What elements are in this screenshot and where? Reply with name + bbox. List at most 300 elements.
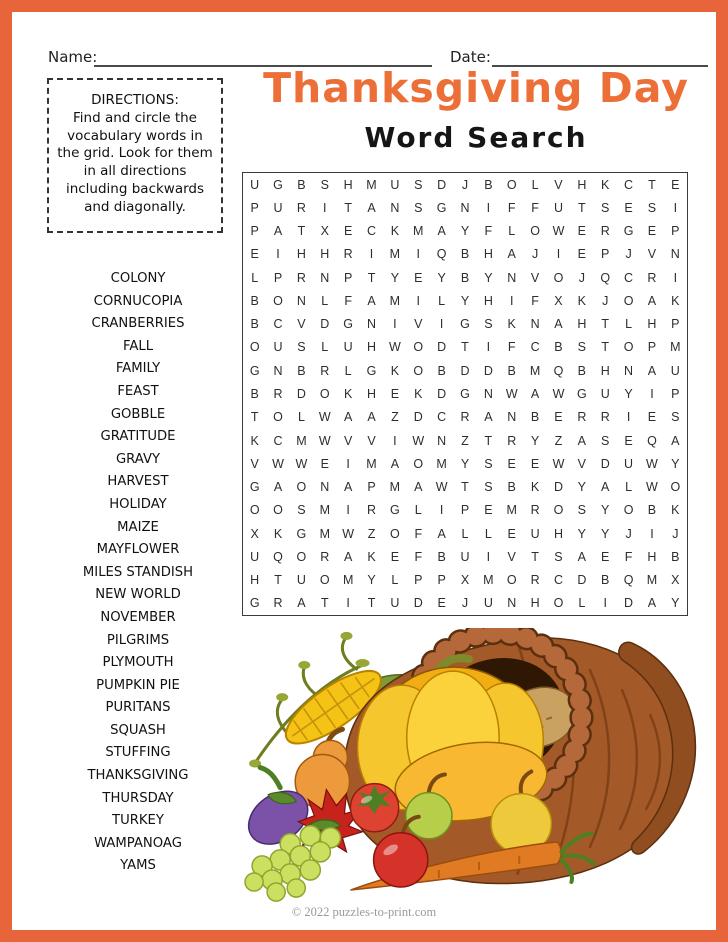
grid-cell: B (250, 386, 259, 401)
grid-cell: U (670, 363, 680, 378)
grid-cell: E (414, 270, 423, 285)
grid-cell: L (578, 596, 586, 611)
grid-cell: M (483, 573, 494, 588)
grid-cell: C (553, 573, 563, 588)
grid-cell: I (416, 247, 420, 262)
grid-cell: B (250, 293, 259, 308)
grid-cell: D (296, 386, 306, 401)
grid-cell: V (507, 549, 516, 564)
grid-cell: T (461, 480, 469, 495)
grid-cell: E (577, 247, 586, 262)
grid-cell: N (670, 247, 680, 262)
tomato (350, 784, 398, 832)
grid-cell: T (367, 270, 376, 285)
grid-cell: A (437, 224, 446, 239)
grid-cell: L (391, 573, 399, 588)
grid-cell: G (249, 596, 260, 611)
grid-cell: K (367, 549, 376, 564)
grid-cell: V (554, 177, 563, 192)
grid-cell: C (273, 433, 283, 448)
grid-cell: Q (647, 433, 657, 448)
grid-cell: H (600, 363, 610, 378)
grid-cell: G (249, 480, 260, 495)
grid-cell: S (297, 340, 306, 355)
grid-cell: W (295, 456, 308, 471)
grid-cell: N (390, 200, 400, 215)
word-item: GRAVY (115, 451, 161, 467)
grid-cell: U (390, 596, 400, 611)
grid-cell: B (297, 363, 306, 378)
grid-cell: I (346, 456, 350, 471)
grid-cell: F (507, 200, 516, 215)
grid-cell: B (297, 177, 306, 192)
grid-cell: S (484, 456, 493, 471)
grid-cell: A (343, 410, 353, 425)
grid-cell: O (623, 340, 634, 355)
grid-cell: T (578, 200, 586, 215)
grid-cell: C (530, 340, 540, 355)
grid-cell: P (414, 573, 423, 588)
directions-heading: DIRECTIONS: (91, 92, 179, 108)
word-item: YAMS (120, 858, 156, 874)
grid-cell: O (553, 270, 564, 285)
grid-cell: E (507, 526, 516, 541)
grid-cell: I (673, 270, 678, 285)
grid-cell: U (460, 549, 470, 564)
grid-cell: X (671, 573, 680, 588)
grid-cell: P (460, 503, 470, 518)
grid-cell: E (390, 549, 400, 564)
grid-cell: T (484, 433, 493, 448)
word-item: FALL (122, 338, 154, 354)
title-block (240, 64, 712, 154)
grid-cell: M (366, 456, 377, 471)
grid-cell: P (647, 340, 657, 355)
grid-cell: S (601, 433, 610, 448)
grid-cell: V (414, 317, 423, 332)
grid-cell: Z (554, 433, 563, 448)
grid-cell: W (505, 386, 518, 401)
grid-cell: E (530, 456, 540, 471)
grid-cell: G (366, 363, 377, 378)
grid-cell: K (414, 386, 423, 401)
grid-cell: E (437, 596, 446, 611)
grid-cell: I (393, 317, 397, 332)
grid-cell: H (483, 293, 493, 308)
grid-cell: D (460, 363, 470, 378)
grid-cell: B (484, 177, 493, 192)
grid-cell: L (438, 293, 446, 308)
grid-cell: C (273, 317, 283, 332)
grid-cell: G (436, 200, 447, 215)
grid-cell: K (601, 177, 610, 192)
word-item: COLONY (110, 271, 166, 286)
grid-cell: G (249, 363, 260, 378)
grid-cell: J (625, 247, 632, 262)
grid-cell: Y (601, 526, 610, 541)
grid-cell: A (367, 293, 376, 308)
grid-cell: L (414, 503, 422, 518)
grid-cell: B (601, 573, 610, 588)
grid-cell: T (367, 596, 376, 611)
grid-cell: O (623, 293, 634, 308)
grid-cell: A (530, 386, 540, 401)
grid-cell: H (577, 177, 587, 192)
page-title: Thanksgiving Day (263, 64, 689, 112)
grid-cell: A (414, 480, 423, 495)
grid-cell: W (272, 456, 284, 471)
grid-cell: Y (460, 224, 470, 239)
grid-cell: H (647, 317, 657, 332)
grid-cell: P (671, 386, 680, 401)
grid-cell: Y (390, 270, 400, 285)
grid-cell: Q (273, 549, 283, 564)
grid-cell: B (647, 503, 657, 518)
grid-cell: H (530, 596, 540, 611)
grid-cell: Y (530, 433, 540, 448)
grid-cell: O (249, 340, 260, 355)
grid-cell: W (552, 386, 565, 401)
grid-cell: K (671, 503, 680, 518)
grid-cell: N (507, 410, 517, 425)
grid-cell: G (296, 526, 307, 541)
grid-cell: Y (460, 293, 470, 308)
grid-cell: D (483, 363, 493, 378)
grid-cell: P (437, 573, 446, 588)
grid-cell: C (367, 224, 377, 239)
grid-cell: P (367, 480, 376, 495)
grid-cell: L (484, 526, 492, 541)
grid-cell: B (460, 247, 470, 262)
grid-cell: J (578, 270, 585, 285)
grid-cell: G (460, 386, 470, 401)
grid-cell: N (273, 363, 283, 378)
grid-cell: G (576, 386, 587, 401)
grid-cell: M (506, 503, 517, 518)
grid-cell: C (624, 177, 634, 192)
grid-cell: K (577, 293, 586, 308)
grid-cell: R (460, 410, 470, 425)
directions-box (47, 78, 223, 233)
grid-cell: E (647, 224, 657, 239)
grid-cell: A (647, 596, 657, 611)
grid-cell: G (390, 503, 400, 518)
grid-cell: B (671, 549, 680, 564)
grid-cell: Y (484, 270, 493, 285)
grid-cell: R (577, 410, 587, 425)
grid-cell: E (343, 224, 353, 239)
grid-cell: F (414, 549, 423, 564)
grid-cell: E (554, 410, 563, 425)
grid-cell: K (671, 293, 680, 308)
grid-cell: I (486, 200, 491, 215)
grid-cell: Z (391, 410, 399, 425)
grid-cell: A (343, 480, 353, 495)
grid-cell: I (603, 596, 607, 611)
grid-cell: O (553, 596, 564, 611)
grid-cell: S (484, 480, 493, 495)
grid-cell: D (413, 596, 423, 611)
grid-cell: L (344, 363, 352, 378)
grid-cell: A (273, 224, 283, 239)
grid-cell: W (318, 410, 331, 425)
grid-cell: H (296, 247, 306, 262)
grid-cell: X (554, 293, 563, 308)
grid-cell: K (343, 386, 353, 401)
grid-cell: F (531, 293, 539, 308)
grid-cell: Q (623, 573, 634, 588)
grid-cell: O (273, 503, 283, 518)
grid-cell: O (249, 503, 260, 518)
grid-cell: M (389, 247, 401, 262)
grid-cell: T (250, 410, 259, 425)
grid-cell: E (390, 386, 400, 401)
grid-cell: G (343, 317, 354, 332)
grid-cell: A (577, 433, 586, 448)
grid-cell: I (439, 317, 444, 332)
grid-cell: O (319, 573, 330, 588)
grid-cell: Q (553, 363, 564, 378)
grid-cell: P (273, 270, 283, 285)
grid-cell: A (273, 480, 283, 495)
grid-cell: S (297, 503, 306, 518)
grid-cell: T (320, 596, 329, 611)
grid-cell: E (647, 410, 657, 425)
grid-cell: G (273, 177, 283, 192)
grid-cell: R (600, 410, 610, 425)
grid-cell: T (344, 200, 352, 215)
grid-cell: A (484, 410, 493, 425)
grid-cell: V (297, 317, 306, 332)
grid-cell: Y (577, 480, 586, 495)
grid-cell: H (320, 247, 330, 262)
grid-cell: Z (461, 433, 469, 448)
grid-cell: G (460, 317, 470, 332)
grid-cell: R (296, 270, 306, 285)
grid-cell: M (529, 363, 541, 378)
grid-cell: K (273, 526, 283, 541)
grid-cell: J (625, 526, 632, 541)
grid-cell: N (320, 270, 330, 285)
grid-cell: O (273, 293, 283, 308)
grid-cell: S (671, 410, 680, 425)
grid-cell: I (416, 293, 420, 308)
grid-cell: I (346, 596, 350, 611)
grid-cell: O (319, 386, 330, 401)
grid-cell: I (346, 503, 350, 518)
grid-cell: L (321, 293, 329, 308)
grid-cell: W (342, 526, 355, 541)
grid-cell: Y (437, 270, 446, 285)
grid-cell: B (530, 410, 540, 425)
page-subtitle: Word Search (364, 121, 588, 154)
grid-cell: F (507, 340, 516, 355)
grid-cell: S (484, 317, 493, 332)
grid-cell: S (554, 549, 563, 564)
grid-cell: D (553, 480, 563, 495)
grid-cell: M (342, 573, 354, 588)
grid-cell: N (624, 363, 634, 378)
grid-cell: Z (367, 526, 376, 541)
grid-cell: D (577, 573, 587, 588)
grid-cell: D (320, 317, 330, 332)
grid-cell: I (439, 503, 444, 518)
grid-cell: K (390, 224, 400, 239)
grid-cell: J (531, 247, 539, 262)
grid-cell: L (251, 270, 259, 285)
grid-cell: P (250, 200, 259, 215)
grid-cell: I (650, 526, 654, 541)
grid-cell: K (390, 363, 400, 378)
grid-cell: O (273, 410, 283, 425)
puzzle-grid[interactable] (242, 172, 688, 616)
grid-cell: N (296, 293, 306, 308)
grid-cell: K (530, 480, 540, 495)
word-item: PURITANS (105, 700, 171, 716)
grid-cell: S (414, 200, 423, 215)
grid-cell: E (250, 247, 259, 262)
grid-cell: B (577, 363, 586, 378)
grid-cell: R (273, 596, 283, 611)
name-label: Name: (48, 48, 98, 66)
grid-cell: A (437, 526, 446, 541)
grid-cell: M (319, 526, 330, 541)
grid-cell: S (601, 200, 610, 215)
grid-cell: A (343, 549, 353, 564)
grid-cell: R (343, 247, 353, 262)
grid-cell: U (250, 549, 260, 564)
grid-cell: M (389, 480, 401, 495)
grid-cell: M (296, 433, 307, 448)
grid-cell: S (647, 200, 657, 215)
grid-cell: D (437, 340, 447, 355)
grid-cell: J (461, 596, 469, 611)
grid-cell: T (601, 317, 610, 332)
grid-cell: V (647, 247, 657, 262)
grid-cell: Y (577, 526, 586, 541)
grid-cell: W (646, 480, 658, 495)
grid-cell: I (276, 247, 280, 262)
grid-cell: H (367, 340, 377, 355)
grid-cell: T (531, 549, 539, 564)
word-item: HOLIDAY (109, 496, 167, 512)
grid-cell: Q (436, 247, 447, 262)
grid-cell: O (296, 549, 307, 564)
grid-cell: W (552, 224, 565, 239)
grid-cell: D (437, 177, 447, 192)
grid-cell: A (647, 293, 657, 308)
grid-cell: B (460, 270, 470, 285)
word-item: THURSDAY (102, 790, 174, 806)
grid-cell: U (553, 200, 563, 215)
grid-cell: P (250, 224, 259, 239)
grid-cell: Y (601, 503, 610, 518)
grid-cell: N (530, 317, 540, 332)
word-item: WAMPANOAG (94, 835, 182, 851)
word-item: FAMILY (115, 361, 161, 377)
word-item: STUFFING (105, 745, 171, 761)
grid-cell: P (671, 224, 680, 239)
grid-cell: B (554, 340, 563, 355)
word-item: SQUASH (110, 722, 166, 738)
grid-cell: O (296, 480, 307, 495)
grid-cell: U (530, 526, 540, 541)
grid-cell: U (600, 386, 610, 401)
grid-cell: Y (367, 573, 376, 588)
grid-cell: M (646, 573, 658, 588)
grid-cell: I (369, 247, 374, 262)
grid-cell: F (531, 200, 539, 215)
grid-cell: D (413, 410, 423, 425)
grid-cell: X (460, 573, 470, 588)
grid-cell: E (577, 224, 586, 239)
grid-cell: Y (671, 456, 680, 471)
grid-cell: R (296, 200, 306, 215)
grid-cell: V (343, 433, 353, 448)
grid-cell: J (602, 293, 609, 308)
grid-cell: O (413, 340, 424, 355)
grid-cell: I (556, 247, 561, 262)
grid-cell: V (250, 456, 259, 471)
word-item: TURKEY (112, 813, 164, 829)
word-item: GOBBLE (110, 406, 166, 422)
grid-cell: C (624, 270, 634, 285)
grid-cell: M (670, 340, 681, 355)
grid-cell: P (671, 317, 680, 332)
grid-cell: W (646, 456, 658, 471)
grid-cell: W (388, 340, 401, 355)
word-item: CRANBERRIES (91, 316, 185, 332)
grid-cell: E (320, 456, 329, 471)
grid-cell: H (483, 247, 493, 262)
grid-cell: H (367, 386, 377, 401)
grid-cell: E (507, 456, 516, 471)
word-item: GRATITUDE (100, 429, 176, 445)
word-item: NEW WORLD (95, 587, 181, 603)
grid-cell: O (390, 526, 400, 541)
grid-cell: L (531, 177, 539, 192)
grid-cell: H (577, 317, 587, 332)
grid-cell: I (486, 340, 491, 355)
cornucopia-illustration (238, 628, 700, 906)
grid-cell: C (437, 410, 447, 425)
grid-cell: A (601, 480, 610, 495)
grid-cell: J (672, 526, 679, 541)
grid-cell: T (601, 340, 610, 355)
grid-cell: D (624, 596, 634, 611)
grid-cell: K (250, 433, 259, 448)
grid-cell: B (437, 549, 446, 564)
grid-cell: X (250, 526, 259, 541)
grid-cell: U (390, 177, 400, 192)
grid-cell: W (412, 433, 425, 448)
grid-cell: L (321, 340, 329, 355)
grid-cell: M (319, 503, 330, 518)
grid-cell: O (670, 480, 681, 495)
grid-cell: U (296, 573, 306, 588)
grid-cell: P (601, 247, 610, 262)
grid-cell: U (273, 340, 283, 355)
grid-cell: N (437, 433, 447, 448)
grid-cell: A (367, 200, 376, 215)
word-list (36, 268, 240, 878)
grid-cell: T (648, 177, 656, 192)
grid-cell: F (624, 549, 633, 564)
grid-cell: H (553, 526, 563, 541)
grid-cell: I (673, 200, 678, 215)
word-item: PLYMOUTH (102, 655, 174, 671)
grid-cell: N (367, 317, 377, 332)
